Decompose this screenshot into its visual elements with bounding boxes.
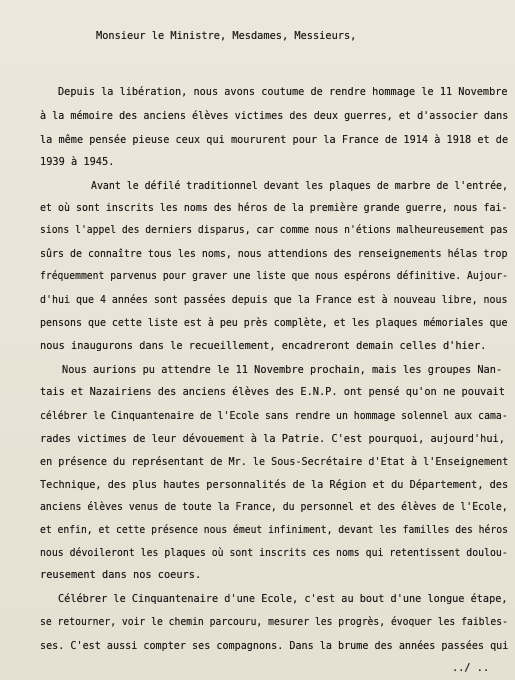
text-line: Depuis la libération, nous avons coutume de rendre hommage le 11 Novembre xyxy=(58,86,508,98)
text-line: rades victimes de leur dévouement à la Patrie. C'est pourquoi, aujourd'hui, xyxy=(40,433,505,445)
text-line: pensons que cette liste est à peu près complète, et les plaques mémoriales que xyxy=(40,317,508,329)
text-line: Célébrer le Cinquantenaire d'une Ecole, c'est au bout d'une longue étape, xyxy=(58,593,508,605)
salutation: Monsieur le Ministre, Mesdames, Messieurs, xyxy=(96,30,357,42)
text-line: célébrer le Cinquantenaire de l'Ecole sans rendre un hommage solennel aux cama- xyxy=(40,410,508,422)
text-line: Nous aurions pu attendre le 11 Novembre prochain, mais les groupes Nan- xyxy=(62,364,503,376)
text-line: à la mémoire des anciens élèves victimes des deux guerres, et d'associer dans xyxy=(40,110,509,122)
text-line: Avant le défilé traditionnel devant les plaques de marbre de l'entrée, xyxy=(91,180,508,192)
text-line: nous inaugurons dans le recueillement, encadreront demain celles d'hier. xyxy=(40,340,487,352)
text-line: ses. C'est aussi compter ses compagnons. Dans la brume des années passées qui xyxy=(40,640,509,652)
text-line: sions l'appel des derniers disparus, car comme nous n'étions malheureusement pas xyxy=(40,224,508,236)
text-line: fréquemment parvenus pour graver une liste que nous espérons définitive. Aujour- xyxy=(40,270,508,282)
text-line: Technique, des plus hautes personnalités de la Région et du Département, des xyxy=(40,479,509,491)
text-line: reusement dans nos coeurs. xyxy=(40,569,202,581)
text-line: en présence du représentant de Mr. le Sous-Secrétaire d'Etat à l'Enseignement xyxy=(40,456,509,468)
text-line: anciens élèves venus de toute la France, du personnel et des élèves de l'Ecole, xyxy=(40,501,508,513)
text-line: et enfin, et cette présence nous émeut infiniment, devant les familles des héros xyxy=(40,524,508,536)
page-continuation-mark: ../ .. xyxy=(452,662,490,674)
text-line: d'hui que 4 années sont passées depuis que la France est à nouveau libre, nous xyxy=(40,294,508,306)
text-line: se retourner, voir le chemin parcouru, mesurer les progrès, évoquer les faibles- xyxy=(40,616,508,628)
text-line: sûrs de connaître tous les noms, nous attendions des renseignements hélas trop xyxy=(40,248,508,260)
text-line: 1939 à 1945. xyxy=(40,156,115,168)
text-line: tais et Nazairiens des anciens élèves des E.N.P. ont pensé qu'on ne pouvait xyxy=(40,386,505,398)
text-line: et où sont inscrits les noms des héros de la première grande guerre, nous fai- xyxy=(40,202,508,214)
text-line: la même pensée pieuse ceux qui moururent pour la France de 1914 à 1918 et de xyxy=(40,134,509,146)
text-line: nous dévoileront les plaques où sont inscrits ces noms qui retentissent doulou- xyxy=(40,547,508,559)
